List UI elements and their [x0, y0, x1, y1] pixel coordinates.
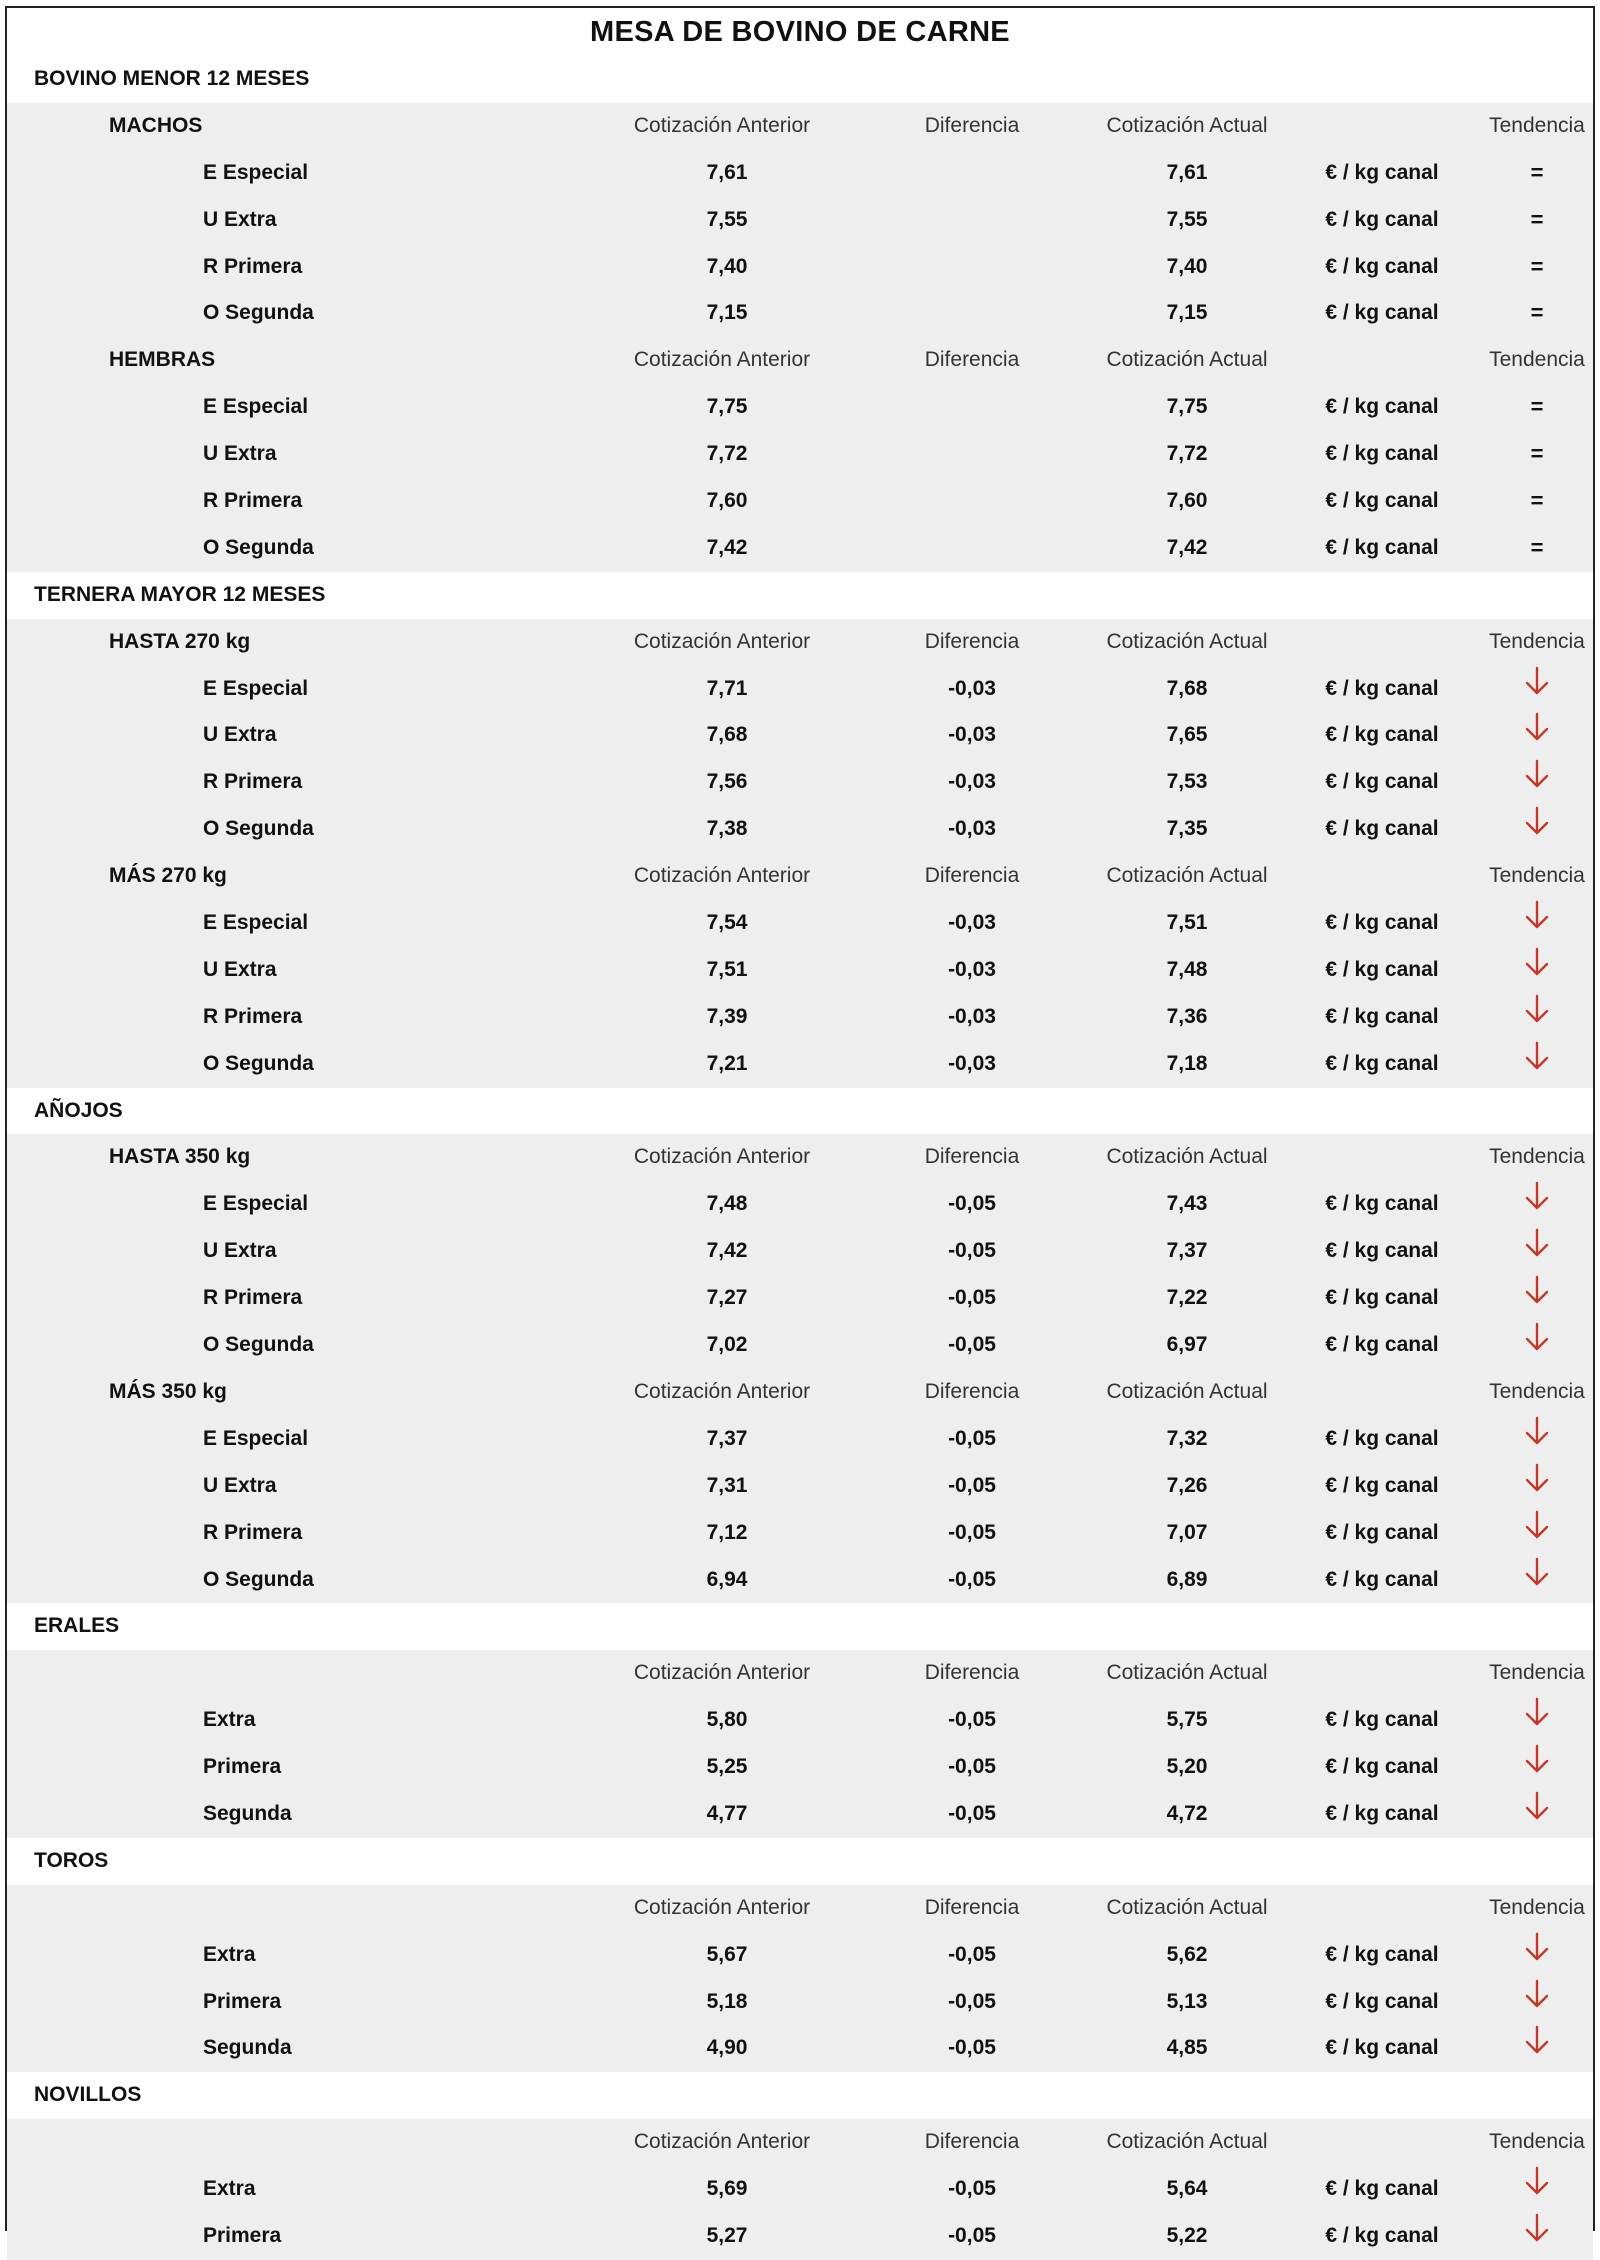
unit-label: € / kg canal: [1325, 395, 1439, 419]
cotizacion-actual-value: 7,61: [1166, 160, 1208, 184]
trend-down-arrow-icon: [1525, 1744, 1549, 1774]
grade-label: E Especial: [203, 1192, 309, 1216]
unit-label: € / kg canal: [1325, 442, 1439, 466]
cotizacion-anterior-value: 7,15: [706, 301, 748, 325]
grade-label: O Segunda: [203, 817, 314, 841]
trend-equal: =: [1530, 441, 1544, 467]
header-diferencia: Diferencia: [924, 629, 1020, 653]
cotizacion-actual-value: 5,13: [1166, 1989, 1208, 2013]
header-tendencia: Tendencia: [1489, 1895, 1585, 1919]
cotizacion-anterior-value: 7,61: [706, 160, 748, 184]
trend-equal: =: [1530, 253, 1544, 279]
trend-down-arrow-icon: [1525, 1463, 1549, 1493]
grade-label: E Especial: [203, 911, 309, 935]
unit-label: € / kg canal: [1325, 1755, 1439, 1779]
table-row: [7, 525, 1593, 572]
cotizacion-actual-value: 7,40: [1166, 254, 1208, 278]
header-cotizacion-actual: Cotización Actual: [1106, 864, 1268, 888]
cotizacion-actual-value: 5,20: [1166, 1755, 1208, 1779]
cotizacion-anterior-value: 7,56: [706, 770, 748, 794]
trend-down-arrow-icon: [1525, 666, 1549, 696]
diferencia-value: -0,05: [948, 1989, 996, 2013]
header-diferencia: Diferencia: [924, 1145, 1020, 1169]
header-tendencia: Tendencia: [1489, 1661, 1585, 1685]
cotizacion-anterior-value: 7,60: [706, 489, 748, 513]
cotizacion-actual-value: 7,22: [1166, 1286, 1208, 1310]
table-row: [7, 197, 1593, 244]
trend-down-arrow-icon: [1525, 1416, 1549, 1446]
header-cotizacion-actual: Cotización Actual: [1106, 1145, 1268, 1169]
header-cotizacion-actual: Cotización Actual: [1106, 113, 1268, 137]
grade-label: E Especial: [203, 1426, 309, 1450]
table-row: [7, 431, 1593, 478]
unit-label: € / kg canal: [1325, 1708, 1439, 1732]
unit-label: € / kg canal: [1325, 1520, 1439, 1544]
unit-label: € / kg canal: [1325, 1004, 1439, 1028]
cotizacion-actual-value: 5,22: [1166, 2223, 1208, 2247]
trend-down-arrow-icon: [1525, 2213, 1549, 2243]
cotizacion-anterior-value: 7,31: [706, 1473, 748, 1497]
table-row: [7, 759, 1593, 806]
cotizacion-anterior-value: 7,68: [706, 723, 748, 747]
grade-label: U Extra: [203, 723, 277, 747]
grade-label: O Segunda: [203, 535, 314, 559]
trend-down-arrow-icon: [1525, 1510, 1549, 1540]
unit-label: € / kg canal: [1325, 1942, 1439, 1966]
diferencia-value: -0,05: [948, 1567, 996, 1591]
header-cotizacion-anterior: Cotización Anterior: [633, 629, 811, 653]
trend-down-arrow-icon: [1525, 1228, 1549, 1258]
header-cotizacion-actual: Cotización Actual: [1106, 1379, 1268, 1403]
cotizacion-anterior-value: 7,40: [706, 254, 748, 278]
diferencia-value: -0,03: [948, 1004, 996, 1028]
header-cotizacion-anterior: Cotización Anterior: [633, 1661, 811, 1685]
cotizacion-anterior-value: 7,54: [706, 911, 748, 935]
header-diferencia: Diferencia: [924, 2130, 1020, 2154]
unit-label: € / kg canal: [1325, 1051, 1439, 1075]
cotizacion-actual-value: 6,89: [1166, 1567, 1208, 1591]
unit-label: € / kg canal: [1325, 957, 1439, 981]
diferencia-value: -0,05: [948, 1192, 996, 1216]
cotizacion-actual-value: 6,97: [1166, 1333, 1208, 1357]
cotizacion-anterior-value: 7,21: [706, 1051, 748, 1075]
cotizacion-anterior-value: 4,77: [706, 1801, 748, 1825]
diferencia-value: -0,03: [948, 1051, 996, 1075]
header-tendencia: Tendencia: [1489, 2130, 1585, 2154]
table-row: [7, 1228, 1593, 1275]
cotizacion-actual-value: 7,60: [1166, 489, 1208, 513]
header-cotizacion-anterior: Cotización Anterior: [633, 2130, 811, 2154]
table-row: [7, 1322, 1593, 1369]
grade-label: Segunda: [203, 1801, 292, 1825]
cotizacion-anterior-value: 5,69: [706, 2177, 748, 2201]
cotizacion-actual-value: 7,37: [1166, 1239, 1208, 1263]
table-row: [7, 1463, 1593, 1510]
subgroup-label: HASTA 350 kg: [109, 1145, 251, 1169]
unit-label: € / kg canal: [1325, 817, 1439, 841]
unit-label: € / kg canal: [1325, 1426, 1439, 1450]
grade-label: U Extra: [203, 207, 277, 231]
cotizacion-actual-value: 7,07: [1166, 1520, 1208, 1544]
trend-down-arrow-icon: [1525, 1181, 1549, 1211]
trend-down-arrow-icon: [1525, 1275, 1549, 1305]
header-diferencia: Diferencia: [924, 348, 1020, 372]
grade-label: E Especial: [203, 160, 309, 184]
trend-down-arrow-icon: [1525, 1322, 1549, 1352]
unit-label: € / kg canal: [1325, 254, 1439, 278]
grade-label: O Segunda: [203, 1051, 314, 1075]
diferencia-value: -0,03: [948, 676, 996, 700]
diferencia-value: -0,05: [948, 1333, 996, 1357]
header-diferencia: Diferencia: [924, 1379, 1020, 1403]
table-row: [7, 290, 1593, 337]
grade-label: Extra: [203, 1942, 256, 1966]
category-heading: ERALES: [7, 1603, 1593, 1650]
grade-label: R Primera: [203, 1520, 303, 1544]
cotizacion-actual-value: 7,43: [1166, 1192, 1208, 1216]
cotizacion-actual-value: 7,15: [1166, 301, 1208, 325]
header-diferencia: Diferencia: [924, 1661, 1020, 1685]
trend-down-arrow-icon: [1525, 1041, 1549, 1071]
cotizacion-anterior-value: 7,71: [706, 676, 748, 700]
cotizacion-actual-value: 5,75: [1166, 1708, 1208, 1732]
unit-label: € / kg canal: [1325, 301, 1439, 325]
cotizacion-anterior-value: 7,51: [706, 957, 748, 981]
category-heading: AÑOJOS: [7, 1088, 1593, 1135]
grade-label: U Extra: [203, 442, 277, 466]
trend-down-arrow-icon: [1525, 2025, 1549, 2055]
grade-label: R Primera: [203, 254, 303, 278]
table-row: [7, 1510, 1593, 1557]
diferencia-value: -0,05: [948, 1286, 996, 1310]
cotizacion-actual-value: 7,51: [1166, 911, 1208, 935]
trend-down-arrow-icon: [1525, 900, 1549, 930]
cotizacion-anterior-value: 7,02: [706, 1333, 748, 1357]
table-row: [7, 1181, 1593, 1228]
column-header-row: [7, 1885, 1593, 1932]
grade-label: R Primera: [203, 770, 303, 794]
category-heading: BOVINO MENOR 12 MESES: [7, 56, 1593, 103]
trend-down-arrow-icon: [1525, 2166, 1549, 2196]
cotizacion-anterior-value: 4,90: [706, 2036, 748, 2060]
cotizacion-anterior-value: 7,72: [706, 442, 748, 466]
cotizacion-actual-value: 7,75: [1166, 395, 1208, 419]
header-diferencia: Diferencia: [924, 113, 1020, 137]
unit-label: € / kg canal: [1325, 489, 1439, 513]
column-header-row: [7, 1369, 1593, 1416]
price-table: [5, 6, 1595, 2247]
grade-label: U Extra: [203, 957, 277, 981]
table-row: [7, 244, 1593, 291]
grade-label: E Especial: [203, 395, 309, 419]
trend-equal: =: [1530, 206, 1544, 232]
cotizacion-anterior-value: 7,37: [706, 1426, 748, 1450]
subgroup-label: HASTA 270 kg: [109, 629, 251, 653]
table-row: [7, 806, 1593, 853]
table-row: [7, 712, 1593, 759]
grade-label: Extra: [203, 2177, 256, 2201]
column-header-row: [7, 337, 1593, 384]
diferencia-value: -0,03: [948, 723, 996, 747]
diferencia-value: -0,05: [948, 2036, 996, 2060]
diferencia-value: -0,03: [948, 957, 996, 981]
trend-down-arrow-icon: [1525, 994, 1549, 1024]
cotizacion-actual-value: 5,64: [1166, 2177, 1208, 2201]
cotizacion-anterior-value: 5,18: [706, 1989, 748, 2013]
diferencia-value: -0,05: [948, 1473, 996, 1497]
table-row: [7, 947, 1593, 994]
column-header-row: [7, 1650, 1593, 1697]
column-header-row: [7, 103, 1593, 150]
unit-label: € / kg canal: [1325, 160, 1439, 184]
header-cotizacion-actual: Cotización Actual: [1106, 348, 1268, 372]
table-row: [7, 666, 1593, 713]
column-header-row: [7, 1134, 1593, 1181]
header-cotizacion-anterior: Cotización Anterior: [633, 1895, 811, 1919]
cotizacion-actual-value: 7,42: [1166, 535, 1208, 559]
table-row: [7, 1275, 1593, 1322]
cotizacion-actual-value: 7,36: [1166, 1004, 1208, 1028]
unit-label: € / kg canal: [1325, 770, 1439, 794]
diferencia-value: -0,05: [948, 1942, 996, 1966]
unit-label: € / kg canal: [1325, 1239, 1439, 1263]
subgroup-label: HEMBRAS: [109, 348, 216, 372]
cotizacion-anterior-value: 5,80: [706, 1708, 748, 1732]
trend-down-arrow-icon: [1525, 947, 1549, 977]
column-header-row: [7, 853, 1593, 900]
table-row: [7, 1744, 1593, 1791]
trend-equal: =: [1530, 488, 1544, 514]
grade-label: Primera: [203, 1755, 282, 1779]
category-heading: NOVILLOS: [7, 2072, 1593, 2119]
table-row: [7, 2166, 1593, 2213]
trend-equal: =: [1530, 394, 1544, 420]
table-row: [7, 478, 1593, 525]
diferencia-value: -0,03: [948, 817, 996, 841]
subgroup-label: MÁS 270 kg: [109, 864, 227, 888]
grade-label: R Primera: [203, 1004, 303, 1028]
cotizacion-anterior-value: 7,42: [706, 1239, 748, 1263]
unit-label: € / kg canal: [1325, 723, 1439, 747]
trend-down-arrow-icon: [1525, 1557, 1549, 1587]
cotizacion-actual-value: 7,72: [1166, 442, 1208, 466]
unit-label: € / kg canal: [1325, 676, 1439, 700]
cotizacion-anterior-value: 7,75: [706, 395, 748, 419]
grade-label: Segunda: [203, 2036, 292, 2060]
trend-down-arrow-icon: [1525, 1932, 1549, 1962]
header-tendencia: Tendencia: [1489, 629, 1585, 653]
diferencia-value: -0,05: [948, 1520, 996, 1544]
cotizacion-anterior-value: 5,27: [706, 2223, 748, 2247]
trend-down-arrow-icon: [1525, 1697, 1549, 1727]
grade-label: E Especial: [203, 676, 309, 700]
trend-equal: =: [1530, 300, 1544, 326]
table-row: [7, 2213, 1593, 2260]
table-row: [7, 2025, 1593, 2072]
header-tendencia: Tendencia: [1489, 113, 1585, 137]
trend-down-arrow-icon: [1525, 1979, 1549, 2009]
header-cotizacion-actual: Cotización Actual: [1106, 2130, 1268, 2154]
cotizacion-actual-value: 4,72: [1166, 1801, 1208, 1825]
cotizacion-anterior-value: 7,27: [706, 1286, 748, 1310]
cotizacion-actual-value: 5,62: [1166, 1942, 1208, 1966]
trend-equal: =: [1530, 159, 1544, 185]
grade-label: U Extra: [203, 1473, 277, 1497]
header-cotizacion-anterior: Cotización Anterior: [633, 348, 811, 372]
unit-label: € / kg canal: [1325, 1286, 1439, 1310]
cotizacion-anterior-value: 5,67: [706, 1942, 748, 1966]
table-row: [7, 1791, 1593, 1838]
diferencia-value: -0,05: [948, 2223, 996, 2247]
cotizacion-anterior-value: 7,48: [706, 1192, 748, 1216]
cotizacion-actual-value: 7,53: [1166, 770, 1208, 794]
header-diferencia: Diferencia: [924, 864, 1020, 888]
grade-label: U Extra: [203, 1239, 277, 1263]
grade-label: O Segunda: [203, 1333, 314, 1357]
cotizacion-actual-value: 7,18: [1166, 1051, 1208, 1075]
unit-label: € / kg canal: [1325, 535, 1439, 559]
cotizacion-actual-value: 7,48: [1166, 957, 1208, 981]
cotizacion-actual-value: 7,35: [1166, 817, 1208, 841]
grade-label: O Segunda: [203, 1567, 314, 1591]
cotizacion-anterior-value: 7,12: [706, 1520, 748, 1544]
cotizacion-anterior-value: 7,39: [706, 1004, 748, 1028]
cotizacion-anterior-value: 7,55: [706, 207, 748, 231]
category-heading: TOROS: [7, 1838, 1593, 1885]
header-diferencia: Diferencia: [924, 1895, 1020, 1919]
trend-down-arrow-icon: [1525, 1791, 1549, 1821]
unit-label: € / kg canal: [1325, 1989, 1439, 2013]
cotizacion-actual-value: 7,32: [1166, 1426, 1208, 1450]
header-tendencia: Tendencia: [1489, 348, 1585, 372]
table-row: [7, 1697, 1593, 1744]
unit-label: € / kg canal: [1325, 1567, 1439, 1591]
table-row: [7, 1557, 1593, 1604]
cotizacion-actual-value: 7,68: [1166, 676, 1208, 700]
unit-label: € / kg canal: [1325, 1333, 1439, 1357]
cotizacion-actual-value: 7,65: [1166, 723, 1208, 747]
cotizacion-actual-value: 7,55: [1166, 207, 1208, 231]
unit-label: € / kg canal: [1325, 2036, 1439, 2060]
grade-label: O Segunda: [203, 301, 314, 325]
grade-label: Primera: [203, 1989, 282, 2013]
header-cotizacion-anterior: Cotización Anterior: [633, 1379, 811, 1403]
table-row: [7, 994, 1593, 1041]
unit-label: € / kg canal: [1325, 2177, 1439, 2201]
category-heading: TERNERA MAYOR 12 MESES: [7, 572, 1593, 619]
header-cotizacion-actual: Cotización Actual: [1106, 1895, 1268, 1919]
table-row: [7, 384, 1593, 431]
table-row: [7, 1416, 1593, 1463]
diferencia-value: -0,03: [948, 770, 996, 794]
header-tendencia: Tendencia: [1489, 864, 1585, 888]
table-row: [7, 900, 1593, 947]
header-cotizacion-actual: Cotización Actual: [1106, 1661, 1268, 1685]
table-row: [7, 1932, 1593, 1979]
trend-down-arrow-icon: [1525, 759, 1549, 789]
subgroup-label: MÁS 350 kg: [109, 1379, 227, 1403]
unit-label: € / kg canal: [1325, 911, 1439, 935]
diferencia-value: -0,05: [948, 2177, 996, 2201]
header-tendencia: Tendencia: [1489, 1145, 1585, 1169]
column-header-row: [7, 619, 1593, 666]
header-cotizacion-anterior: Cotización Anterior: [633, 113, 811, 137]
trend-down-arrow-icon: [1525, 712, 1549, 742]
cotizacion-anterior-value: 7,38: [706, 817, 748, 841]
diferencia-value: -0,05: [948, 1755, 996, 1779]
unit-label: € / kg canal: [1325, 2223, 1439, 2247]
diferencia-value: -0,05: [948, 1239, 996, 1263]
grade-label: R Primera: [203, 489, 303, 513]
header-cotizacion-anterior: Cotización Anterior: [633, 1145, 811, 1169]
grade-label: R Primera: [203, 1286, 303, 1310]
cotizacion-anterior-value: 5,25: [706, 1755, 748, 1779]
cotizacion-actual-value: 7,26: [1166, 1473, 1208, 1497]
cotizacion-actual-value: 4,85: [1166, 2036, 1208, 2060]
diferencia-value: -0,05: [948, 1801, 996, 1825]
unit-label: € / kg canal: [1325, 207, 1439, 231]
diferencia-value: -0,05: [948, 1708, 996, 1732]
trend-down-arrow-icon: [1525, 806, 1549, 836]
page-title: MESA DE BOVINO DE CARNE: [590, 16, 1010, 48]
header-tendencia: Tendencia: [1489, 1379, 1585, 1403]
trend-equal: =: [1530, 534, 1544, 560]
grade-label: Primera: [203, 2223, 282, 2247]
table-body: [7, 56, 1593, 2260]
table-row: [7, 1979, 1593, 2026]
unit-label: € / kg canal: [1325, 1192, 1439, 1216]
unit-label: € / kg canal: [1325, 1473, 1439, 1497]
subgroup-label: MACHOS: [109, 113, 203, 137]
table-row: [7, 150, 1593, 197]
unit-label: € / kg canal: [1325, 1801, 1439, 1825]
cotizacion-anterior-value: 7,42: [706, 535, 748, 559]
header-cotizacion-actual: Cotización Actual: [1106, 629, 1268, 653]
table-row: [7, 1041, 1593, 1088]
header-cotizacion-anterior: Cotización Anterior: [633, 864, 811, 888]
diferencia-value: -0,05: [948, 1426, 996, 1450]
cotizacion-anterior-value: 6,94: [706, 1567, 748, 1591]
column-header-row: [7, 2119, 1593, 2166]
grade-label: Extra: [203, 1708, 256, 1732]
diferencia-value: -0,03: [948, 911, 996, 935]
